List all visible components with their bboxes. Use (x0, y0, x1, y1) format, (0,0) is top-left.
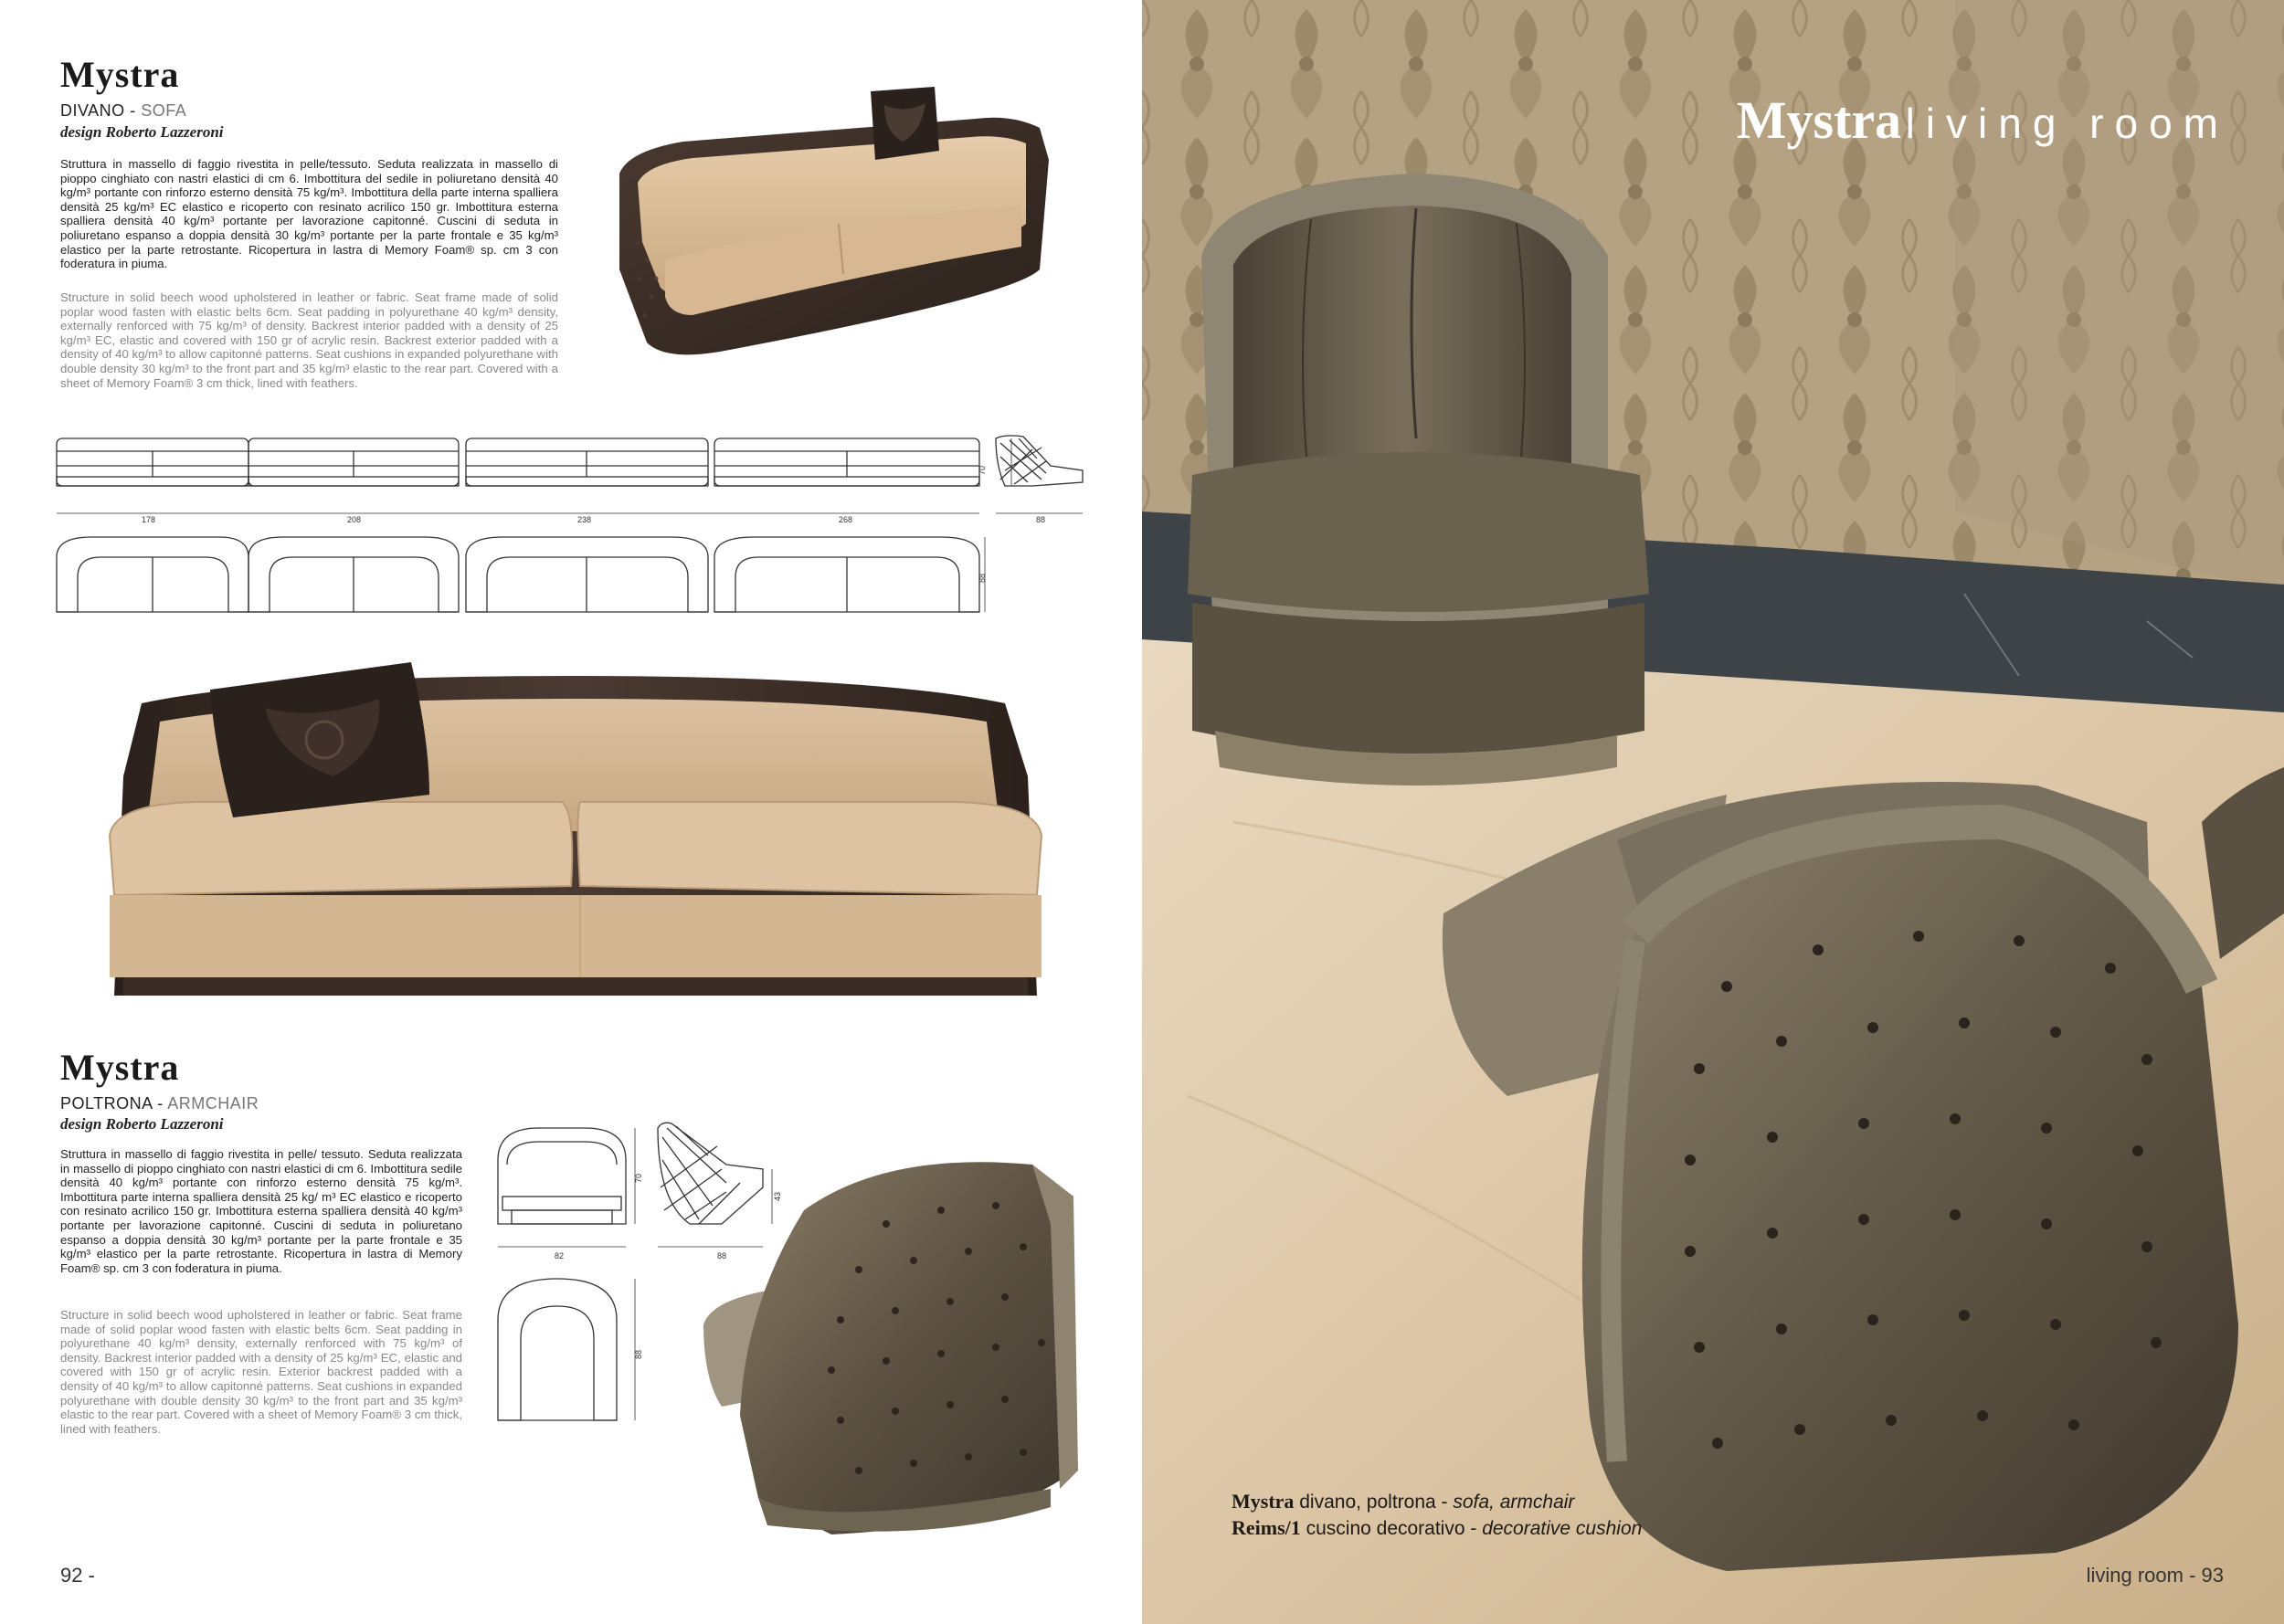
sofa-main-image (87, 649, 1060, 1014)
sofa-type-en: SOFA (141, 101, 187, 120)
sofa-technical-drawings (55, 429, 1096, 635)
armchair-dim-width: 82 (555, 1251, 565, 1260)
armchair-design: design Roberto Lazzeroni (60, 1115, 224, 1133)
page-number-left: 92 - (60, 1564, 95, 1587)
page-number-right: living room - 93 (2086, 1564, 2224, 1587)
armchair-type (60, 1094, 259, 1113)
sofa-desc-en: Structure in solid beech wood upholstered in leather or fabric. Seat frame made of solid poplar wood fasten with elastic belts 6cm. Seat padding in polyurethane 40 kg/m³ density, externally renforced with 75 kg/m³ of density. Backrest interior padded with a density of 25 kg/m³ EC, elastic and covered with 150 gr of acrylic resin. Backrest exterior padded with a density of 40 kg/m³ to allow capitonné patterns. Seat cushions in expanded polyurethane with double density 30 kg/m³ to the front part and 35 kg/m³ elastic to the rear part. Covered with a sheet of Memory Foam® 3 cm thick, lined with feathers. (60, 290, 558, 390)
dim-depth: 88 (978, 573, 988, 584)
sofa-type-it: DIVANO (60, 101, 125, 120)
caption-1-text: divano, poltrona - (1294, 1492, 1454, 1513)
sofa-title: Mystra (60, 54, 180, 95)
armchair-dim-top-depth: 88 (634, 1349, 644, 1360)
right-heading (1737, 90, 2229, 151)
caption-1-bold: Mystra (1232, 1490, 1295, 1513)
heading-light: living room (1905, 100, 2229, 147)
armchair-desc-it: Struttura in massello di faggio rivestita in pelle/ tessuto. Seduta realizzata in massello di pioppo cinghiato con nastri elastici di cm 6. Imbottitura sedile densità 40 kg/m³ portante con rinforzo esterno densità 75 kg/m³. Imbottitura parte interna spalliera densità 25 kg/ m³ EC elastico e ricoperto con resinato acrilico 150 gr. Imbottitura esterna spalliera densità 40 kg/m³ portante per lavorazione capitonné. Cuscini di seduta in poliuretano espanso a doppia densità 30 kg/m³ portante per la parte frontale e 35 kg/m³ elastico per la parte retrostante. Ricopertura in lastra di Memory Foam® sp. cm 3 con foderatura in piuma. (60, 1147, 462, 1275)
caption-2-italic: decorative cushion (1482, 1518, 1643, 1539)
dim-height: 70 (978, 465, 988, 476)
armchair-title: Mystra (60, 1047, 180, 1088)
caption-2-text: cuscino decorativo - (1300, 1518, 1483, 1539)
sofa-thumbnail-image (610, 87, 1051, 370)
living-room-photo (1142, 0, 2284, 1624)
caption-1-italic: sofa, armchair (1453, 1492, 1575, 1513)
armchair-type-sep: - (152, 1094, 168, 1113)
dim-width-208: 208 (347, 515, 362, 524)
armchair-dim-height: 70 (634, 1173, 644, 1184)
caption-line-2 (1232, 1515, 1642, 1542)
right-page (1142, 0, 2284, 1624)
caption-line-1 (1232, 1489, 1642, 1515)
dim-side-depth: 88 (1036, 515, 1046, 524)
dim-width-268: 268 (839, 515, 853, 524)
sofa-type (60, 101, 186, 121)
photo-caption (1232, 1489, 1642, 1542)
armchair-dim-seat-height: 43 (773, 1191, 783, 1202)
dim-width-238: 238 (577, 515, 592, 524)
sofa-desc-it: Struttura in massello di faggio rivestita in pelle/tessuto. Seduta realizzata in massello di pioppo cinghiato con nastri elastici di cm 6. Imbottitura del sedile in poliuretano densità 40 kg/m³ portante con rinforzo esterno densità 75 kg/m³. Imbottitura della parte interna spalliera densità 25 kg/m³ EC elastico e ricoperto con resinato acrilico 150 gr. Imbottitura esterna spalliera densità 40 kg/m³ portante per lavorazione capitonné. Cuscini di seduta in poliuretano espanso a doppia densità 30 kg/m³ portante per la parte frontale e 35 kg/m³ elastico per la parte retrostante. Ricopertura in lastra di Memory Foam® sp. cm 3 con foderatura in piuma. (60, 157, 558, 271)
armchair-image (703, 1142, 1115, 1544)
armchair-type-it: POLTRONA (60, 1094, 153, 1113)
dim-width-178: 178 (142, 515, 156, 524)
caption-2-bold: Reims/1 (1232, 1516, 1301, 1539)
sofa-design: design Roberto Lazzeroni (60, 123, 224, 141)
sofa-type-sep: - (124, 101, 142, 120)
heading-bold: Mystra (1736, 90, 1902, 150)
armchair-type-en: ARMCHAIR (167, 1094, 259, 1113)
armchair-desc-en: Structure in solid beech wood upholstered in leather or fabric. Seat frame made of solid poplar wood fasten with elastic belts 6cm. Seat padding in polyurethane 40 kg/m³ density, externally renforced with 75 kg/m³ of density. Backrest interior padded with a density of 25 kg/m³ EC, elastic and covered with 150 gr of acrylic resin. Exterior backrest padded with a density of 40 kg/m³ to allow capitonné patterns. Seat cushions in expanded polyurethane with double density 30 kg/m³ to the front part and 35 kg/m³ elastic to the rear part. Covered with a sheet of Memory Foam® 3 cm thick, lined with feathers. (60, 1308, 462, 1436)
armchair-dim-depth: 88 (717, 1251, 727, 1260)
